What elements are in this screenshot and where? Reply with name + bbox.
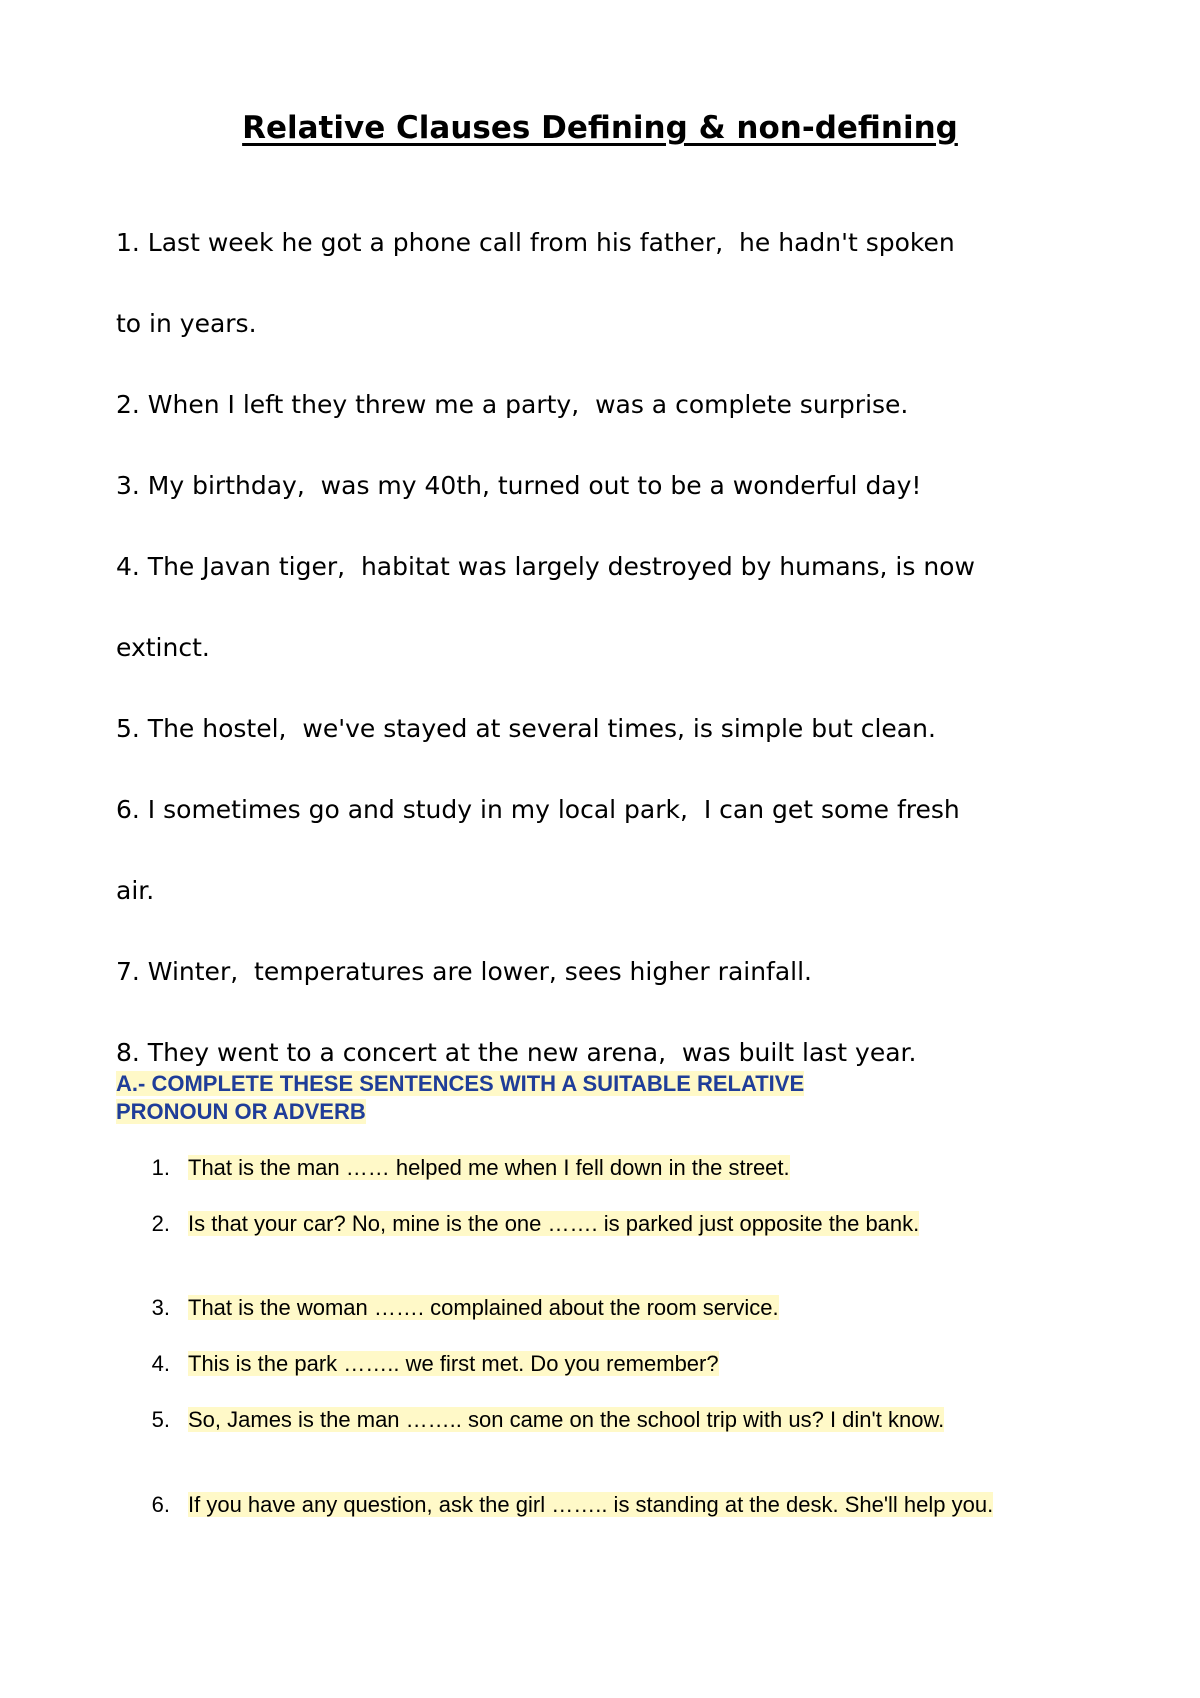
sentence-line: 6. I sometimes go and study in my local park, I can get some fresh [116, 795, 960, 824]
sentence-line: extinct. [116, 633, 210, 662]
exercise-text: Is that your car? No, mine is the one ……. is parked just opposite the bank. [188, 1211, 920, 1236]
page-title: Relative Clauses Defining & non-defining [242, 110, 958, 146]
exercise-number: 3. [151, 1295, 170, 1320]
sentence-line: 5. The hostel, we've stayed at several times, is simple but clean. [116, 714, 936, 743]
exercise-text: This is the park …….. we first met. Do you remember? [188, 1351, 719, 1376]
section-heading-line: PRONOUN OR ADVERB [116, 1099, 366, 1124]
section-heading-line: A.- COMPLETE THESE SENTENCES WITH A SUITABLE RELATIVE [116, 1071, 805, 1096]
sentence-line: 7. Winter, temperatures are lower, sees higher rainfall. [116, 957, 813, 986]
section-heading [116, 1070, 976, 1126]
sentence-line: 1. Last week he got a phone call from his father, he hadn't spoken [116, 228, 955, 257]
exercise-text: If you have any question, ask the girl …….. is standing at the desk. She'll help you. [188, 1492, 994, 1517]
sentence-line: 2. When I left they threw me a party, was a complete surprise. [116, 390, 909, 419]
exercise-number: 2. [151, 1211, 170, 1236]
exercise-number: 5. [151, 1407, 170, 1432]
exercise-number: 6. [151, 1492, 170, 1517]
sentence-line: 4. The Javan tiger, habitat was largely destroyed by humans, is now [116, 552, 975, 581]
exercise-text: So, James is the man …….. son came on the school trip with us? I din't know. [188, 1407, 945, 1432]
sentence-line: 3. My birthday, was my 40th, turned out to be a wonderful day! [116, 471, 922, 500]
exercise-number: 1. [151, 1155, 170, 1180]
exercise-number: 4. [151, 1351, 170, 1376]
sentence-line: 8. They went to a concert at the new arena, was built last year. [116, 1038, 917, 1067]
sentence-line: air. [116, 876, 155, 905]
sentence-line: to in years. [116, 309, 257, 338]
exercise-text: That is the woman ……. complained about the room service. [188, 1295, 779, 1320]
exercise-text: That is the man …… helped me when I fell down in the street. [188, 1155, 790, 1180]
